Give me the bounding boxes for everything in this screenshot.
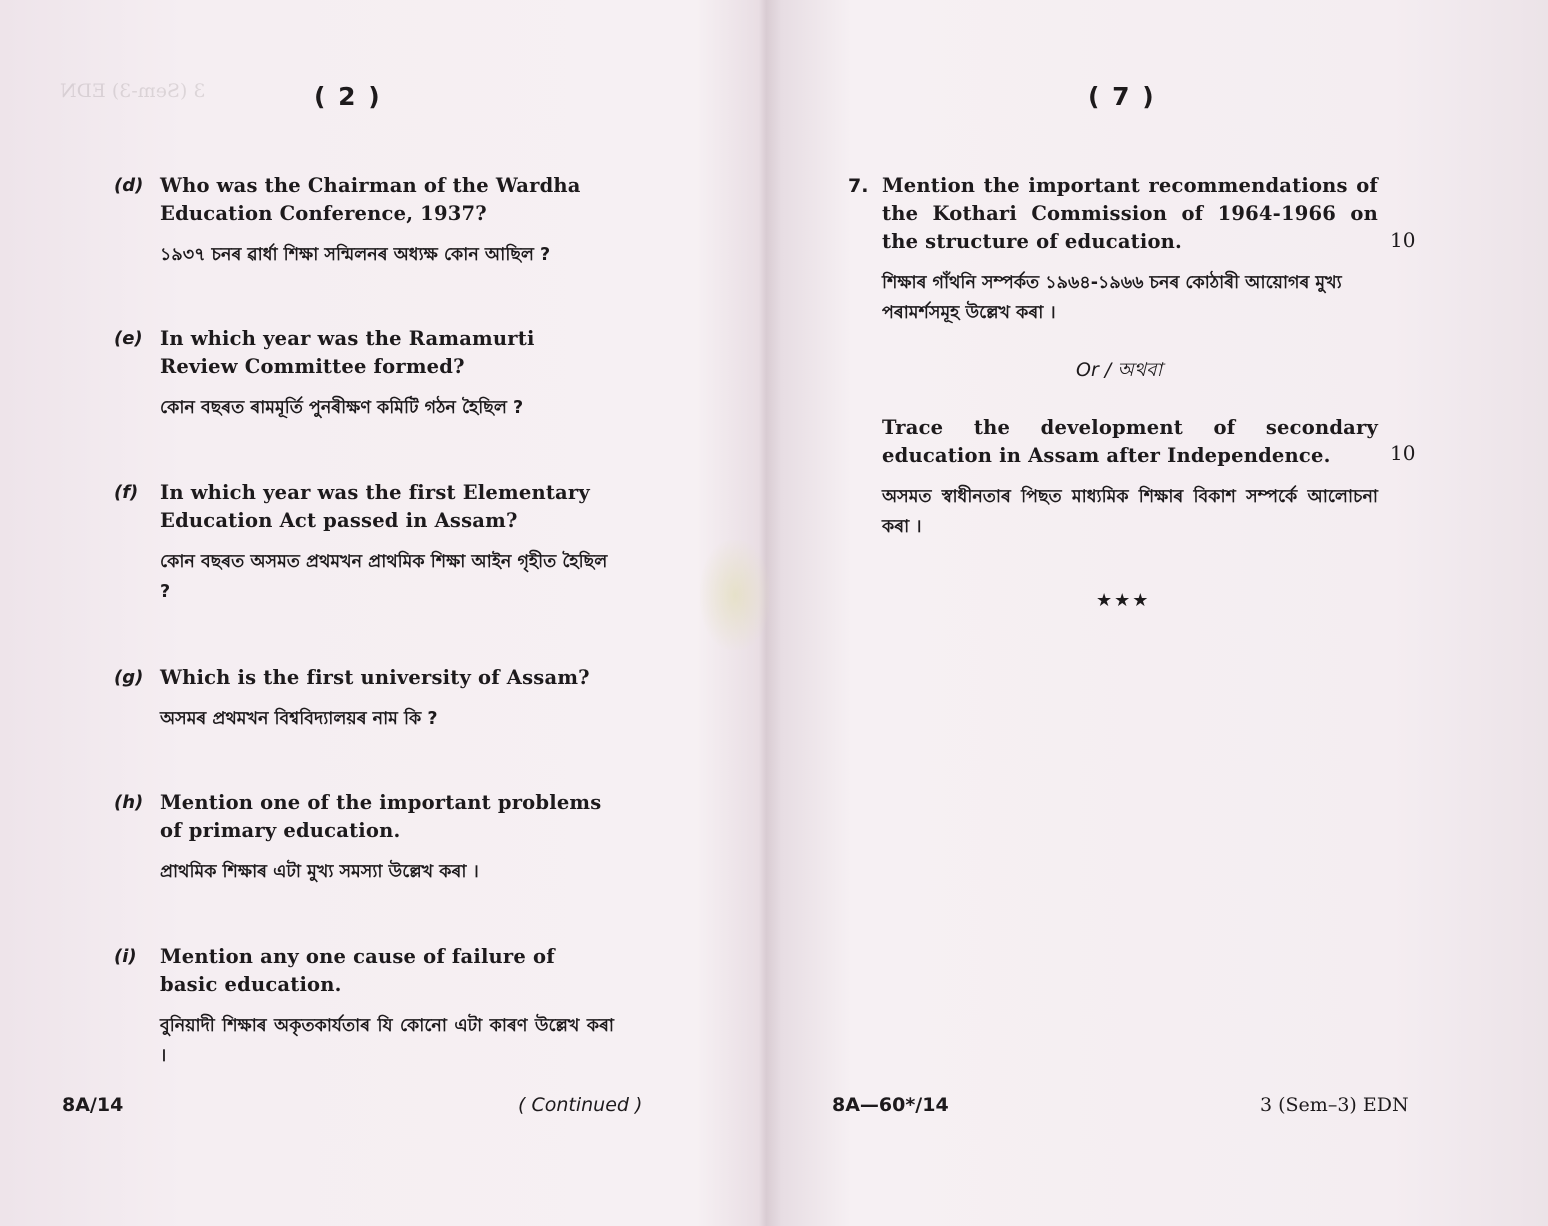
page-number: ( 7 )	[1088, 82, 1156, 111]
question-translation: প্ৰাথমিক শিক্ষাৰ এটা মুখ্য সমস্যা উল্লেখ কৰা ।	[160, 862, 479, 882]
paper-code: 8A—60*/14	[832, 1094, 949, 1116]
question-label: (i)	[114, 946, 137, 967]
question-i	[114, 943, 614, 1071]
question-label: (d)	[114, 175, 144, 196]
question-text: Mention the important recommendations of the Kothari Commission of 1964-1966 on the structure of education.	[882, 174, 1378, 253]
question-label: (e)	[114, 328, 143, 349]
question-text: In which year was the Ramamurti Review Committee formed?	[160, 327, 535, 378]
question-7-alternative	[848, 414, 1378, 542]
question-label: 7.	[848, 175, 869, 197]
question-text: Who was the Chairman of the Wardha Education Conference, 1937?	[160, 174, 581, 225]
question-text: Mention any one cause of failure of basic education.	[160, 945, 555, 996]
question-7	[848, 172, 1378, 328]
question-label: (h)	[114, 792, 144, 813]
marks-value: 10	[1390, 441, 1416, 465]
show-through-text: 3 (Sem-3) EDN	[60, 80, 206, 102]
continued-label: ( Continued )	[518, 1094, 643, 1116]
question-d	[114, 172, 614, 270]
question-translation: অসমত স্বাধীনতাৰ পিছত মাধ্যমিক শিক্ষাৰ বিকাশ সম্পৰ্কে আলোচনা কৰা ।	[882, 487, 1378, 537]
question-h	[114, 789, 614, 887]
question-f	[114, 479, 614, 607]
question-g	[114, 664, 614, 734]
left-page	[0, 0, 760, 1226]
question-translation: অসমৰ প্ৰথমখন বিশ্ববিদ্যালয়ৰ নাম কি ?	[160, 709, 438, 729]
question-translation: ১৯৩৭ চনৰ ৱাৰ্ধা শিক্ষা সন্মিলনৰ অধ্যক্ষ কোন আছিল ?	[160, 245, 551, 265]
paper-code: 8A/14	[62, 1094, 124, 1116]
question-translation: বুনিয়াদী শিক্ষাৰ অকৃতকাৰ্যতাৰ যি কোনো এটা কাৰণ উল্লেখ কৰা ।	[160, 1016, 614, 1066]
question-translation: কোন বছৰত ৰামমূৰ্তি পুনৰীক্ষণ কমিটি গঠন হৈছিল ?	[160, 398, 524, 418]
question-text: Mention one of the important problems of primary education.	[160, 791, 602, 842]
question-text: Which is the first university of Assam?	[160, 666, 590, 689]
or-separator: Or / অথবা	[1076, 359, 1163, 381]
question-label: (f)	[114, 482, 139, 503]
question-text: Trace the development of secondary education in Assam after Independence.	[882, 416, 1378, 467]
paper-title: 3 (Sem–3) EDN	[1260, 1094, 1409, 1116]
question-text: In which year was the first Elementary Education Act passed in Assam?	[160, 481, 590, 532]
right-page	[770, 0, 1548, 1226]
question-label: (g)	[114, 667, 144, 688]
question-translation: শিক্ষাৰ গাঁথনি সম্পৰ্কত ১৯৬৪-১৯৬৬ চনৰ কোঠাৰী আয়োগৰ মুখ্য পৰামৰ্শসমূহ উল্লেখ কৰা ।	[882, 273, 1342, 323]
question-e	[114, 325, 614, 423]
question-translation: কোন বছৰত অসমত প্ৰথমখন প্ৰাথমিক শিক্ষা আইন গৃহীত হৈছিল ?	[160, 552, 608, 602]
marks-value: 10	[1390, 228, 1416, 252]
end-mark: ★★★	[1096, 590, 1151, 611]
page-number: ( 2 )	[314, 82, 382, 111]
